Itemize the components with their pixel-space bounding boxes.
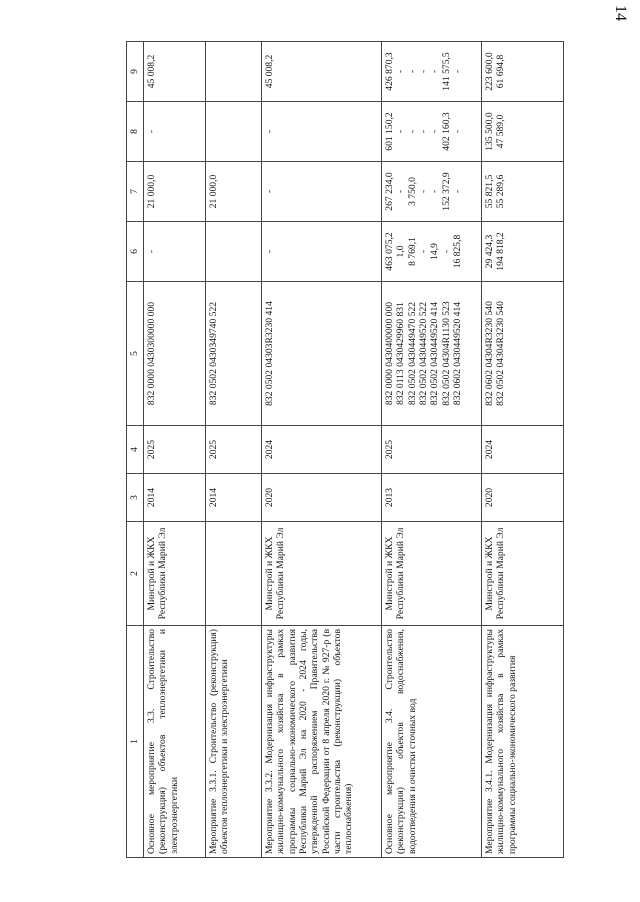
value-col9-cell-line: 223 600,0 [484,52,495,91]
value-col6-cell [382,222,482,282]
value-col7-cell-line: - [429,189,441,194]
value-col8-cell [382,102,482,162]
start-year-cell: 2014 [206,474,262,522]
start-year-cell: 2013 [382,474,482,522]
value-col8-cell-line: - [146,129,157,134]
col-header-3: 3 [127,474,144,522]
value-col6-cell [482,222,564,282]
budget-code-cell-line: 832 0602 0430449520 414 [451,301,463,406]
value-col7-cell-line: - [451,189,463,194]
budget-code-cell-line: 832 0502 0430449520 522 [417,301,429,406]
value-col9-cell-line: 426 870,3 [384,52,395,91]
value-col7-cell [262,162,382,222]
value-col6-cell-line: 29 424,3 [484,234,495,269]
value-col7-cell-line: - [395,189,407,194]
budget-code-cell-line: 832 0000 0430300000 000 [146,301,157,406]
value-col9-cell [206,42,262,102]
rotated-table-container [126,42,640,858]
table-row [382,42,482,858]
value-col9-cell [482,42,564,102]
value-col6-cell-line: - [417,249,429,254]
end-year-cell: 2025 [206,426,262,474]
executor-cell [206,522,262,626]
value-col9-cell-line: - [451,69,463,74]
value-col9-cell [382,42,482,102]
value-col6-cell-line: 8 769,1 [406,237,418,266]
executor-cell: Минстрой и ЖКХ Республики Марий Эл [382,522,482,626]
value-col7-cell-line: 3 750,0 [406,177,418,206]
value-col7-cell-line: 267 234,0 [384,172,395,211]
value-col9-cell [262,42,382,102]
col-header-9: 9 [127,42,144,102]
end-year-cell: 2024 [262,426,382,474]
budget-code-cell-line: 832 0000 0430400000 000 [384,301,395,406]
value-col8-cell [262,102,382,162]
value-col8-cell-line: - [429,129,441,134]
value-col8-cell-line: 135 500,0 [484,112,495,151]
col-header-7: 7 [127,162,144,222]
value-col7-cell-line: 55 289,6 [495,174,507,209]
end-year-cell: 2025 [382,426,482,474]
budget-code-cell-line: 832 0502 0430349740 522 [208,301,219,406]
value-col9-cell-line: 45 008,2 [146,54,157,89]
program-table [126,41,564,858]
value-col6-cell-line: - [264,249,275,254]
value-col7-cell-line: - [417,189,429,194]
activity-name-cell: Мероприятие 3.4.1. Модернизация инфраструктуры жилищно-коммунального хозяйства в рамках программы социально-экономического развития [482,626,564,858]
value-col8-cell [482,102,564,162]
table-row [262,42,382,858]
value-col9-cell-line: 61 694,8 [495,54,507,89]
table-row [144,42,206,858]
value-col9-cell-line: - [406,69,418,74]
value-col8-cell-line: - [417,129,429,134]
value-col6-cell [206,222,262,282]
page-number: 14 [612,5,629,21]
budget-code-cell [482,282,564,426]
budget-code-cell-line: 832 0602 04304R3230 540 [484,301,495,406]
col-header-4: 4 [127,426,144,474]
value-col7-cell [382,162,482,222]
col-header-5: 5 [127,282,144,426]
value-col6-cell-line: - [440,249,452,254]
activity-name-cell: Основное мероприятие 3.4. Строительство (реконструкция) объектов водоснабжения, водоотведения и очистки сточных вод [382,626,482,858]
value-col8-cell-line: - [395,129,407,134]
value-col6-cell-line: 194 818,2 [495,232,507,271]
budget-code-cell [144,282,206,426]
value-col9-cell-line: - [429,69,441,74]
budget-code-cell [262,282,382,426]
budget-code-cell-line: 832 0502 04304R1130 523 [440,301,452,406]
value-col6-cell-line: 16 825,8 [451,234,463,269]
activity-name-cell: Основное мероприятие 3.3. Строительство (реконструкция) объектов теплоэнергетики и электроэнергетики [144,626,206,858]
col-header-2: 2 [127,522,144,626]
value-col8-cell-line: 402 160,3 [440,112,452,151]
executor-cell: Минстрой и ЖКХ Республики Марий Эл [482,522,564,626]
budget-code-cell [382,282,482,426]
value-col9-cell [144,42,206,102]
header-row [127,42,144,858]
value-col8-cell-line: - [264,129,275,134]
value-col8-cell [144,102,206,162]
value-col9-cell-line: 45 008,2 [264,54,275,89]
value-col6-cell [144,222,206,282]
value-col9-cell-line: - [395,69,407,74]
executor-cell: Минстрой и ЖКХ Республики Марий Эл [262,522,382,626]
value-col7-cell-line: 55 821,5 [484,174,495,209]
value-col8-cell-line: - [406,129,418,134]
value-col9-cell-line: - [417,69,429,74]
table-row [482,42,564,858]
value-col8-cell [206,102,262,162]
value-col7-cell-line: 152 372,9 [440,172,452,211]
value-col7-cell [482,162,564,222]
value-col7-cell [144,162,206,222]
value-col8-cell-line: - [451,129,463,134]
activity-name-cell: Мероприятие 3.3.2. Модернизация инфраструктуры жилищно-коммунального хозяйства в рамках программы социально-экономического развития Республики Марий Эл на 2020 - 2024 годы, утвержденной распоряжением Правительства Российской Федерации от 8 апреля 2020 г. № 927-р (в части строительства (реконструкции) объектов теплоснабжения) [262,626,382,858]
budget-code-cell-line: 832 0502 0430449470 522 [406,301,418,406]
col-header-1: 1 [127,626,144,858]
start-year-cell: 2014 [144,474,206,522]
value-col6-cell-line: 463 075,2 [384,232,395,271]
value-col6-cell-line: 14,9 [429,243,441,260]
col-header-6: 6 [127,222,144,282]
activity-name-cell: Мероприятие 3.3.1. Строительство (реконструкция) объектов теплоэнергетики и электроэнергетики [206,626,262,858]
value-col8-cell-line: 601 150,2 [384,112,395,151]
executor-cell: Минстрой и ЖКХ Республики Марий Эл [144,522,206,626]
col-header-8: 8 [127,102,144,162]
budget-code-cell [206,282,262,426]
value-col8-cell-line: 47 589,0 [495,114,507,149]
value-col9-cell-line: 141 575,5 [440,52,452,91]
value-col7-cell-line: 21 000,0 [208,174,219,209]
budget-code-cell-line: 832 0113 0430429960 831 [395,302,407,405]
end-year-cell: 2024 [482,426,564,474]
budget-code-cell-line: 832 0502 04304R3230 540 [495,301,507,406]
value-col7-cell-line: - [264,189,275,194]
start-year-cell: 2020 [262,474,382,522]
value-col7-cell-line: 21 000,0 [146,174,157,209]
value-col6-cell [262,222,382,282]
budget-code-cell-line: 832 0502 0430449520 414 [429,301,441,406]
value-col6-cell-line: - [146,249,157,254]
start-year-cell: 2020 [482,474,564,522]
value-col7-cell [206,162,262,222]
value-col6-cell-line: 1,0 [395,245,407,258]
table-row [206,42,262,858]
end-year-cell: 2025 [144,426,206,474]
budget-code-cell-line: 832 0502 04303R3230 414 [264,301,275,406]
